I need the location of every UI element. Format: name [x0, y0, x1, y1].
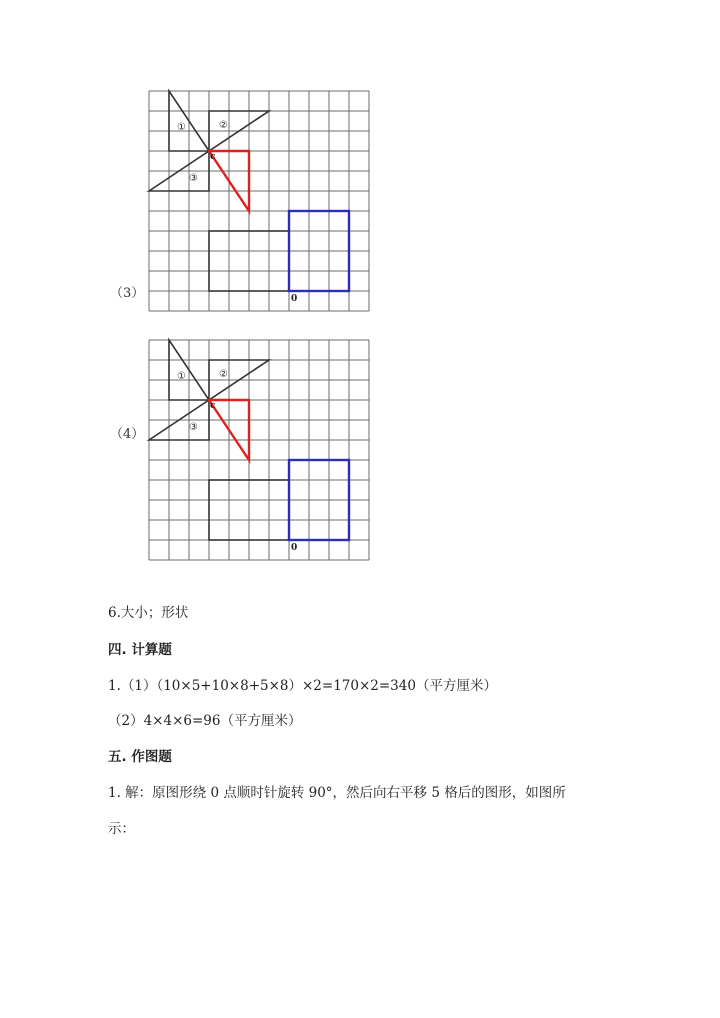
figure-4: [110, 337, 380, 563]
calc-line-2: （2）4×4×6=96（平方厘米）: [108, 713, 302, 729]
region-label-1: ①: [177, 371, 186, 382]
grid-diagram: [146, 337, 372, 563]
region-label-2: ②: [219, 369, 228, 380]
drawing-answer-line-1: 1. 解：原图形绕 0 点顺时针旋转 90°，然后向右平移 5 格后的图形，如图所: [108, 785, 566, 801]
figure-label: （4）: [110, 427, 145, 442]
figure-label: （3）: [110, 286, 145, 301]
figure-3: [110, 88, 380, 314]
region-label-3: ③: [189, 422, 198, 433]
point-o-label: 0: [291, 294, 298, 304]
drawing-answer-line-2: 示：: [108, 821, 135, 837]
region-label-1: ①: [177, 122, 186, 133]
region-label-3: ③: [189, 173, 198, 184]
region-label-2: ②: [219, 120, 228, 131]
section-5-heading: 五. 作图题: [108, 749, 172, 765]
point-c-label: c: [210, 401, 216, 411]
calc-line-1: 1.（1）（10×5+10×8+5×8）×2=170×2=340（平方厘米）: [108, 678, 497, 694]
point-c-label: c: [210, 152, 216, 162]
grid-diagram: [146, 88, 372, 314]
point-o-label: 0: [291, 543, 298, 553]
section-4-heading: 四. 计算题: [108, 642, 172, 658]
answer-6: 6.大小；形状: [108, 605, 189, 621]
